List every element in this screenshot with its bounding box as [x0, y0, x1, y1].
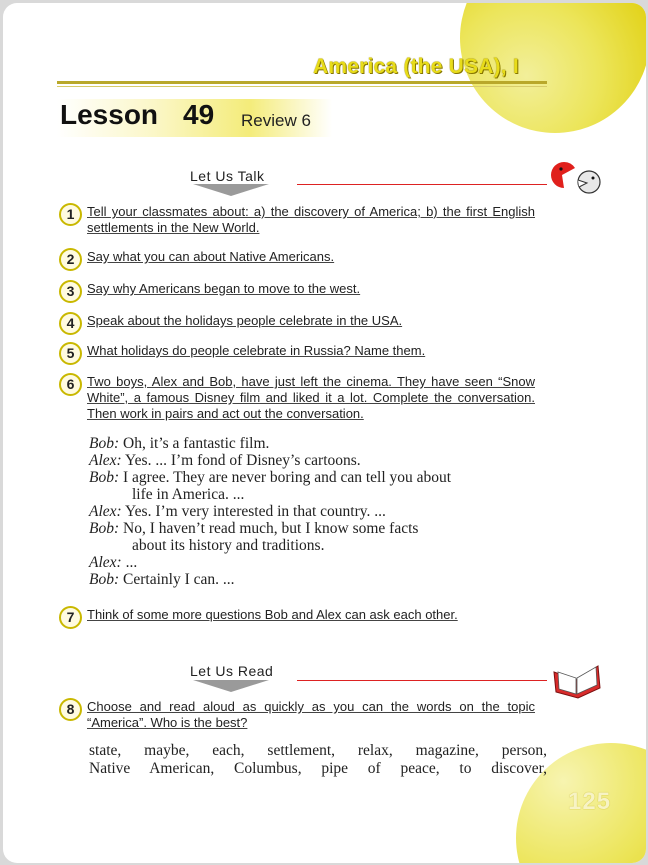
dialog-line: [89, 469, 451, 486]
open-book-icon: [550, 658, 602, 700]
task-3: [59, 281, 535, 299]
dialog-line: [89, 452, 361, 469]
dialog-line-continued: life in America. ...: [132, 486, 245, 503]
task-number: 3: [59, 280, 82, 303]
dialog-line: [89, 503, 386, 520]
word-list-line-2: Native American, Columbus, pipe of peace, to discover,: [89, 760, 547, 777]
lesson-subtitle: Review 6: [241, 111, 311, 130]
task-2: [59, 249, 535, 267]
header-rule: [57, 81, 547, 84]
task-number: 4: [59, 312, 82, 335]
line-text: Oh, it’s a fantastic film.: [123, 435, 270, 452]
task-text: Tell your classmates about: a) the discovery of America; b) the first English settlements in the New World.: [87, 204, 535, 235]
task-number: 2: [59, 248, 82, 271]
dialog-line-continued: about its history and traditions.: [132, 537, 325, 554]
task-6: [59, 374, 535, 424]
speaker: Bob:: [89, 520, 120, 537]
task-number: 8: [59, 698, 82, 721]
dialog-line: [89, 435, 269, 452]
dialog-line: [89, 554, 137, 571]
line-text: I agree. They are never boring and can tell you about: [123, 469, 452, 486]
task-number: 7: [59, 606, 82, 629]
word-list-line-1: state, maybe, each, settlement, relax, magazine, person,: [89, 742, 547, 759]
dialog-line: [89, 520, 418, 537]
pacman-faces-icon: [548, 158, 606, 200]
header-rule-thin: [57, 86, 547, 87]
line-text: Yes. I’m very interested in that country. ...: [125, 503, 386, 520]
task-text: Two boys, Alex and Bob, have just left the cinema. They have seen “Snow White”, a famous Disney film and liked it a lot. Complete the conversation. Then work in pairs and act out the conversation.: [87, 374, 535, 421]
section-marker: [193, 680, 269, 692]
textbook-page: [3, 3, 646, 863]
lesson-label: Lesson: [60, 99, 159, 130]
task-number: 1: [59, 203, 82, 226]
speaker: Alex:: [89, 554, 122, 571]
dialog-line: [89, 571, 235, 588]
speaker: Alex:: [89, 452, 122, 469]
task-text: Say why Americans began to move to the west.: [87, 281, 361, 296]
task-7: [59, 607, 535, 641]
section-heading-talk: Let Us Talk: [190, 168, 265, 184]
lesson-number: 49: [183, 99, 215, 130]
task-text: Say what you can about Native Americans.: [87, 249, 335, 264]
section-heading-read: Let Us Read: [190, 663, 274, 679]
page-number: 125: [568, 788, 612, 815]
speaker: Alex:: [89, 503, 122, 520]
line-text: ...: [125, 554, 138, 571]
task-1: [59, 204, 535, 238]
task-8: [59, 699, 535, 733]
speaker: Bob:: [89, 571, 120, 588]
task-text: What holidays do people celebrate in Russia? Name them.: [87, 343, 426, 358]
section-rule: [297, 680, 547, 681]
speaker: Bob:: [89, 435, 120, 452]
task-number: 6: [59, 373, 82, 396]
section-marker: [193, 184, 269, 196]
task-4: [59, 313, 535, 331]
task-number: 5: [59, 342, 82, 365]
section-rule: [297, 184, 547, 185]
speaker: Bob:: [89, 469, 120, 486]
task-text: Choose and read aloud as quickly as you can the words on the topic “America”. Who is the best?: [87, 699, 535, 730]
line-text: No, I haven’t read much, but I know some facts: [123, 520, 419, 537]
line-text: Certainly I can. ...: [123, 571, 235, 588]
task-5: [59, 343, 535, 361]
task-text: Think of some more questions Bob and Alex can ask each other.: [87, 607, 458, 622]
line-text: Yes. ... I’m fond of Disney’s cartoons.: [125, 452, 361, 469]
unit-title: America (the USA), I: [313, 55, 519, 78]
task-text: Speak about the holidays people celebrate in the USA.: [87, 313, 403, 328]
